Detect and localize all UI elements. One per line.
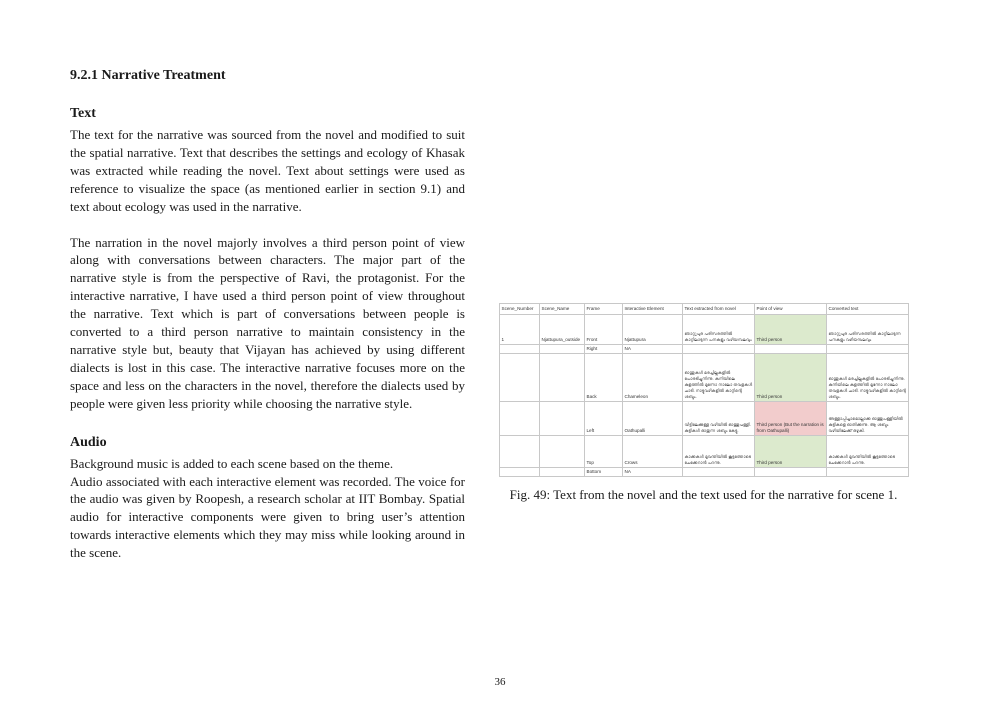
text-paragraph-1: The text for the narrative was sourced from the novel and modified to suit the spatial narrative. Text that describes the settings and ecology of Khasak was extracted while reading the novel. Text about settings were used as reference to visualize the space (as mentioned earlier in section 9.1) and text about ecology was used in the narrative.: [70, 127, 465, 214]
page-number: 36: [494, 676, 506, 688]
extracted-text-cell: ഞാറ്റുപുര പരിസരത്തിൽ കാറ്റിലാടുന്ന പനകളും വഴിയമ്പലവും: [683, 315, 755, 345]
figure-49: [499, 303, 908, 503]
table-row: [500, 468, 909, 477]
pov-cell: Third person (But the narration is from Oathupalli): [755, 402, 827, 436]
frame-cell: Left: [585, 402, 623, 436]
audio-paragraph: Audio associated with each interactive element was recorded. The voice for the audio was given by Roopesh, a research scholar at IIT Bombay. Spatial audio for interactive components were given to bring user’s attention towards interactive elements which they may miss while looking around in the scene.: [70, 473, 465, 561]
extracted-text-cell: ഓന്തുകൾ മരച്ചില്ലകളിൽ പോരടിച്ചുനിന്നു. കുനിയിലെ കുളത്തിൽ മൂന്നോ നാലോ തവളകൾ ചാടി. നാട്ടുവഴികളിൽ കാറ്റിന്റെ ശബ്ദം.: [683, 354, 755, 402]
element-cell: Crows: [623, 436, 683, 468]
figure-table: [499, 303, 909, 477]
element-cell: Oathupalli: [623, 402, 683, 436]
frame-cell: Bottom: [585, 468, 623, 477]
table-header-cell: Point of view: [755, 304, 827, 315]
main-text-column: [70, 60, 465, 562]
element-cell: NA: [623, 468, 683, 477]
converted-text-cell: [827, 468, 909, 477]
scene-name-cell: Njattupura_outside: [540, 315, 585, 345]
table-header-row: [500, 304, 909, 315]
table-header-cell: Converted text: [827, 304, 909, 315]
scene-number-cell: [500, 436, 540, 468]
extracted-text-cell: വീട്ടിലേക്കുള്ള വഴിയിൽ ഓത്തുപള്ളി. കുട്ടികൾ ഓതുന്ന ശബ്ദം കേട്ടു.: [683, 402, 755, 436]
table-header-cell: Text extracted from novel: [683, 304, 755, 315]
converted-text-cell: അള്ളാപ്പിച്ചാമൊല്ലാക്ക ഓത്തുപള്ളിയിൽ കുട്ടികളെ ഓതിക്കുന്നു. ആ ശബ്ദം വഴിയിലേക്ക് ഒഴുകി.: [827, 402, 909, 436]
scene-name-cell: [540, 436, 585, 468]
element-cell: Njattupura: [623, 315, 683, 345]
scene-number-cell: [500, 402, 540, 436]
pov-cell: Third person: [755, 315, 827, 345]
scene-number-cell: [500, 468, 540, 477]
text-subheading: Text: [70, 106, 96, 121]
scene-name-cell: [540, 402, 585, 436]
section-heading: 9.2.1 Narrative Treatment: [70, 68, 226, 83]
frame-cell: Back: [585, 354, 623, 402]
element-cell: NA: [623, 345, 683, 354]
converted-text-cell: [827, 345, 909, 354]
scene-number-cell: [500, 345, 540, 354]
converted-text-cell: കാക്കകൾ മൂവന്തിയിൽ കൂട്ടത്തോടെ ചേക്കേറാൻ പറന്നു.: [827, 436, 909, 468]
table-header-cell: Scene_Number: [500, 304, 540, 315]
table-row: [500, 354, 909, 402]
frame-cell: Top: [585, 436, 623, 468]
table-row: [500, 345, 909, 354]
text-paragraph-2: The narration in the novel majorly involves a third person point of view along with conversations between characters. The major part of the narrative style is from the perspective of Ravi, the protagonist. For the interactive narrative, I have used a third person point of view throughout the narrative. Text which is part of conversations between people is converted to a third person narrative to maintain consistency in the narrative style but, beauty that Vijayan has achieved by using different dialects is lost in this case. The interactive narrative focuses more on the space and less on the characters in the novel, therefore the dialects used by people were given less priority while choosing the narrative style.: [70, 234, 465, 411]
scene-name-cell: [540, 354, 585, 402]
table-row: [500, 436, 909, 468]
table-row: [500, 402, 909, 436]
pov-cell: Third person: [755, 436, 827, 468]
table-header-cell: Interactive Element: [623, 304, 683, 315]
table-header-cell: Frame: [585, 304, 623, 315]
pov-cell: Third person: [755, 354, 827, 402]
extracted-text-cell: കാക്കകൾ മൂവന്തിയിൽ കൂട്ടത്തോടെ ചേക്കേറാൻ പറന്നു.: [683, 436, 755, 468]
audio-line-1: Background music is added to each scene based on the theme.: [70, 455, 394, 471]
table-row: [500, 315, 909, 345]
audio-subheading: Audio: [70, 434, 107, 450]
converted-text-cell: ഞാറ്റുപുര പരിസരത്തിൽ കാറ്റിലാടുന്ന പനകളും വഴിയമ്പലവും: [827, 315, 909, 345]
element-cell: Chameleon: [623, 354, 683, 402]
frame-cell: Right: [585, 345, 623, 354]
frame-cell: Front: [585, 315, 623, 345]
figure-caption: Fig. 49: Text from the novel and the text used for the narrative for scene 1.: [509, 487, 898, 502]
pov-cell: [755, 345, 827, 354]
extracted-text-cell: [683, 468, 755, 477]
extracted-text-cell: [683, 345, 755, 354]
scene-number-cell: [500, 354, 540, 402]
converted-text-cell: ഓന്തുകൾ മരച്ചില്ലകളിൽ പോരടിച്ചുനിന്നു. കുനിയിലെ കുളത്തിൽ മൂന്നോ നാലോ തവളകൾ ചാടി. നാട്ടുവഴികളിൽ കാറ്റിന്റെ ശബ്ദം.: [827, 354, 909, 402]
scene-name-cell: [540, 345, 585, 354]
pov-cell: [755, 468, 827, 477]
scene-name-cell: [540, 468, 585, 477]
table-header-cell: Scene_Name: [540, 304, 585, 315]
scene-number-cell: 1: [500, 315, 540, 345]
